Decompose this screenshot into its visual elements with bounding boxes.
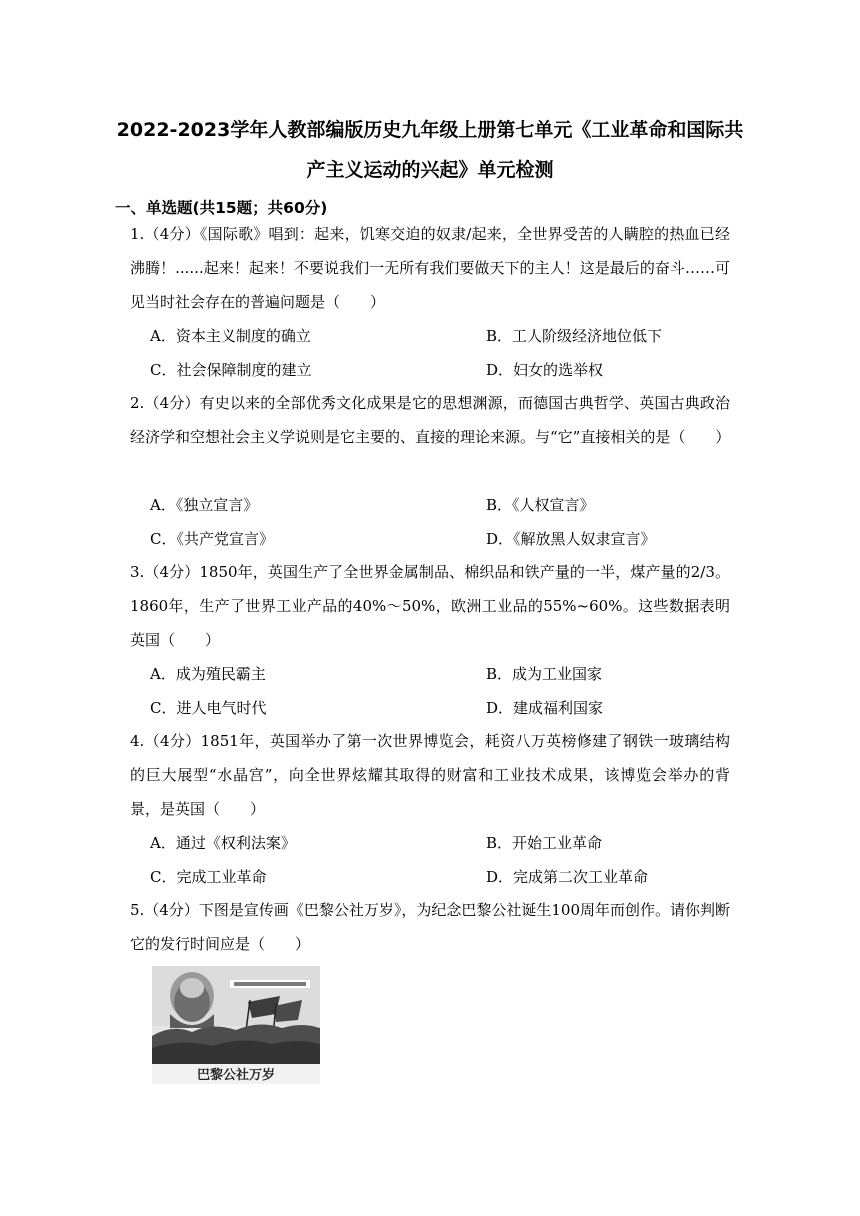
question-2-option-a[interactable]: A．《独立宣言》 (150, 496, 259, 514)
question-4-option-a[interactable]: A．通过《权利法案》 (150, 834, 296, 852)
question-1-stem: 1.（4分）《国际歌》唱到：起来，饥寒交迫的奴隶/起来，全世界受苦的人瞒腔的热血已经沸腾！......起来！起来！不要说我们一无所有我们要做天下的主人！这是最后的奋斗……可见当时社会存在的普遍问题是（ ） (130, 225, 730, 311)
question-3-option-c[interactable]: C．进人电气时代 (150, 699, 267, 717)
question-2-option-c[interactable]: C．《共产党宣言》 (150, 530, 274, 548)
question-5-stem: 5.（4分）下图是宣传画《巴黎公社万岁》，为纪念巴黎公社诞生100周年而创作。请你判断它的发行时间应是（ ） (130, 901, 730, 953)
question-3-option-b[interactable]: B．成为工业国家 (486, 665, 603, 683)
question-2-option-d[interactable]: D．《解放黑人奴隶宣言》 (486, 530, 656, 548)
paris-commune-poster-image (152, 966, 320, 1084)
document-title: 2022-2023学年人教部编版历史九年级上册第七单元《工业革命和国际共产主义运动的兴起》单元检测 (116, 119, 744, 181)
question-1-option-a[interactable]: A．资本主义制度的确立 (150, 327, 311, 345)
question-2-option-b[interactable]: B．《人权宣言》 (486, 496, 595, 514)
question-1-option-d[interactable]: D．妇女的选举权 (486, 361, 604, 379)
question-3-option-d[interactable]: D．建成福利国家 (486, 699, 604, 717)
section-heading: 一、单选题(共15题；共60分) (115, 199, 328, 217)
question-2-stem: 2.（4分）有史以来的全部优秀文化成果是它的思想渊源，而德国古典哲学、英国古典政治经济学和空想社会主义学说则是它主要的、直接的理论来源。与“它”直接相关的是（ ） (130, 394, 731, 446)
question-4-option-d[interactable]: D．完成第二次工业革命 (486, 868, 649, 886)
question-4-option-c[interactable]: C．完成工业革命 (150, 868, 267, 886)
question-1-option-c[interactable]: C．社会保障制度的建立 (150, 361, 312, 379)
question-4-option-b[interactable]: B．开始工业革命 (486, 834, 603, 852)
poster-caption: 巴黎公社万岁 (196, 1068, 276, 1083)
question-3-option-a[interactable]: A．成为殖民霸主 (150, 665, 266, 683)
question-1-option-b[interactable]: B．工人阶级经济地位低下 (486, 327, 663, 345)
question-3-stem: 3.（4分）1850年，英国生产了全世界金属制品、棉织品和铁产量的一半，煤产量的2/3。1860年，生产了世界工业产品的40%～50%，欧洲工业品的55%~60%。这些数据表明英国（ ） (130, 563, 730, 649)
question-4-stem: 4.（4分）1851年，英国举办了第一次世界博览会，耗资八万英榜修建了钢铁一玻璃结构的巨大展型“水晶宫”，向全世界炫耀其取得的财富和工业技术成果，该博览会举办的背景，是英国（ ） (130, 732, 730, 818)
